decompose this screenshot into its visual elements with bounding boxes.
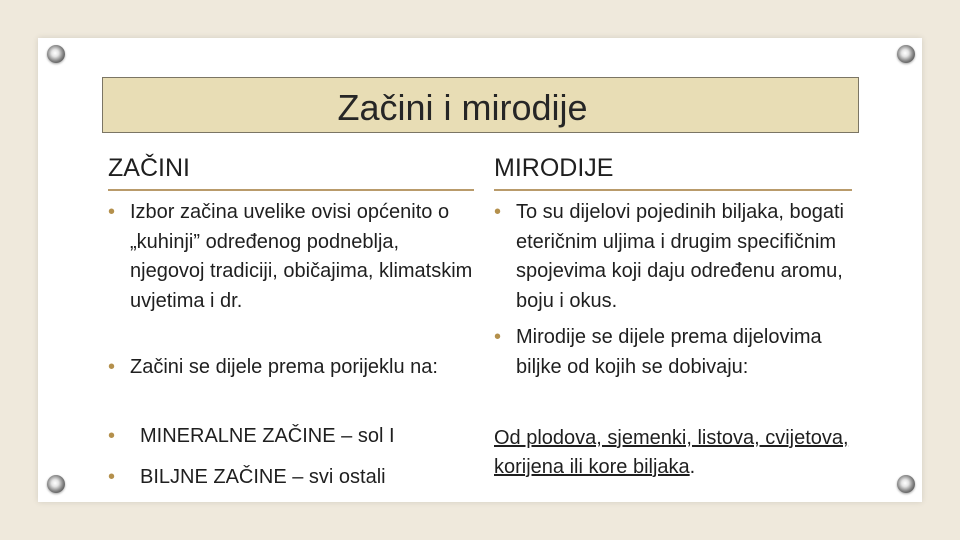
bullet-text: To su dijelovi pojedinih biljaka, bogati eteričnim uljima i drugim specifičnim spojevima koji daju određenu aromu, boju i okus.: [516, 201, 844, 312]
list-item: [494, 198, 856, 316]
pin-icon: [897, 45, 915, 63]
list-item: [108, 353, 474, 383]
bullet-text: Izbor začina uvelike ovisi općenito o „kuhinji” određenog podneblja, njegovoj tradiciji, običajima, klimatskim uvjetima i dr.: [130, 201, 473, 312]
list-item: [108, 463, 474, 493]
bullet-icon: •: [108, 466, 116, 488]
slide-title: Začini i mirodije: [337, 87, 588, 128]
bullet-icon: •: [494, 326, 502, 348]
bullet-text: Mirodije se dijele prema dijelovima biljke od kojih se dobivaju:: [516, 326, 822, 378]
plant-parts-link[interactable]: [494, 424, 854, 482]
list-item: [494, 323, 856, 382]
bullet-icon: •: [108, 201, 116, 223]
bullet-icon: •: [108, 425, 116, 447]
title-box: [102, 77, 859, 133]
left-column-heading: ZAČINI: [108, 154, 190, 182]
pin-icon: [897, 475, 915, 493]
bullet-text: Začini se dijele prema porijeklu na:: [130, 356, 438, 378]
right-column-heading: MIRODIJE: [494, 154, 614, 182]
left-divider: [108, 189, 474, 191]
pin-icon: [47, 475, 65, 493]
right-divider: [494, 189, 852, 191]
list-item: [108, 198, 474, 316]
bullet-icon: •: [494, 201, 502, 223]
list-item: [108, 422, 474, 452]
bullet-text: BILJNE ZAČINE – svi ostali: [140, 466, 386, 488]
plant-parts-link-text[interactable]: Od plodova, sjemenki, listova, cvijetova, korijena ili kore biljaka: [494, 427, 849, 478]
bullet-icon: •: [108, 356, 116, 378]
pin-icon: [47, 45, 65, 63]
bullet-text: MINERALNE ZAČINE – sol I: [140, 425, 395, 447]
link-suffix: .: [689, 456, 696, 478]
